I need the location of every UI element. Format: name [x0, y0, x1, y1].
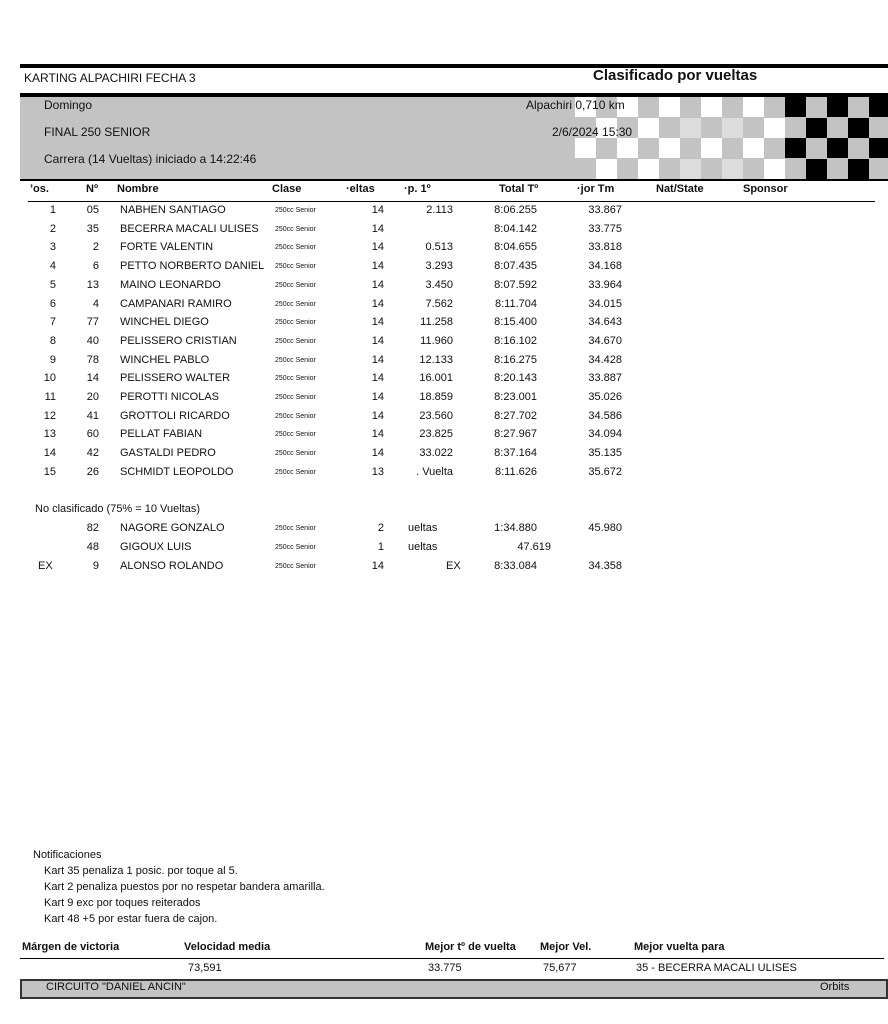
cell-diff: 23.825: [419, 428, 453, 441]
cell-pos: 3: [49, 241, 56, 254]
cell-diff: 12.133: [419, 353, 453, 366]
cell-total: 47.619: [517, 541, 551, 553]
table-row: [0, 223, 888, 241]
cell-best: 35.026: [588, 391, 622, 403]
cell-class: 250cc Senior: [275, 319, 316, 327]
cell-pos: 4: [49, 260, 56, 273]
cell-num: 2: [92, 241, 99, 254]
best-speed-label: Mejor Vel.: [540, 941, 592, 953]
cell-name: SCHMIDT LEOPOLDO: [120, 465, 234, 478]
cell-name: NABHEN SANTIAGO: [120, 204, 226, 216]
cell-num: 78: [86, 353, 99, 366]
table-row: [0, 560, 888, 578]
cell-name: PELISSERO CRISTIAN: [120, 334, 237, 347]
cell-num: 05: [86, 204, 99, 216]
cell-total: 8:11.626: [494, 465, 537, 478]
flag-square: [722, 118, 743, 138]
col-header-total: Total Tº: [499, 183, 539, 195]
cell-laps: 14: [371, 409, 384, 422]
notification-item: Kart 2 penaliza puestos por no respetar bandera amarilla.: [44, 881, 325, 893]
col-header-diff: ·p. 1º: [404, 183, 431, 195]
cell-class: 250cc Senior: [275, 281, 316, 289]
cell-class: 250cc Senior: [275, 394, 316, 401]
cell-laps: 14: [371, 204, 384, 216]
cell-diff: 18.859: [419, 391, 453, 403]
cell-laps: 14: [371, 428, 384, 441]
cell-num: 82: [86, 522, 99, 534]
flag-square: [659, 97, 680, 117]
flag-square: [701, 97, 722, 117]
cell-name: PETTO NORBERTO DANIEL: [120, 260, 265, 273]
cell-total: 8:04.655: [494, 241, 537, 254]
flag-square: [806, 118, 827, 138]
flag-square: [827, 97, 848, 117]
cell-best: 34.094: [588, 428, 622, 441]
col-header-nat: Nat/State: [656, 183, 704, 195]
table-row: [0, 372, 888, 390]
race-info-label: Carrera (14 Vueltas) iniciado a 14:22:46: [44, 152, 257, 166]
flag-square: [785, 97, 806, 117]
best-lap-value: 33.775: [428, 962, 462, 974]
cell-laps: 14: [371, 391, 384, 403]
cell-diff: 0.513: [425, 241, 453, 254]
flag-square: [764, 159, 785, 179]
cell-total: 8:07.592: [494, 278, 537, 291]
col-header-best: ·jor Tm: [577, 183, 615, 195]
notification-item: Kart 35 penaliza 1 posic. por toque al 5.: [44, 865, 238, 877]
cell-class: 250cc Senior: [275, 244, 316, 252]
flag-square: [785, 138, 806, 158]
cell-name: PEROTTI NICOLAS: [120, 391, 220, 403]
cell-laps: 14: [371, 222, 384, 235]
cell-laps: 14: [371, 297, 384, 310]
flag-square: [743, 138, 764, 158]
cell-diff: 2.113: [426, 204, 453, 216]
table-row: [0, 541, 888, 559]
cell-best: 33.867: [588, 204, 622, 216]
cell-num: 40: [86, 334, 99, 347]
cell-laps: 14: [371, 316, 384, 329]
cell-num: 48: [86, 541, 99, 553]
cell-pos: 14: [43, 447, 56, 460]
flag-square: [827, 138, 848, 158]
cell-total: 1:34.880: [494, 522, 537, 534]
flag-square: [848, 159, 869, 179]
cell-best: 34.358: [588, 560, 622, 572]
cell-name: CAMPANARI RAMIRO: [120, 297, 232, 310]
cell-class: 250cc Senior: [275, 563, 316, 570]
cell-diff: 3.450: [425, 278, 453, 291]
top-rule: [20, 64, 888, 68]
col-header-class: Clase: [272, 183, 302, 195]
cell-num: 60: [86, 428, 99, 441]
cell-total: 8:07.435: [494, 260, 537, 273]
not-classified-title: No clasificado (75% = 10 Vueltas): [35, 503, 200, 515]
cell-class: 250cc Senior: [275, 263, 316, 271]
cell-num: 35: [86, 222, 99, 235]
cell-best: 33.964: [588, 278, 622, 291]
table-row: [0, 447, 888, 465]
flag-square: [848, 118, 869, 138]
cell-diff: EX: [446, 560, 461, 572]
table-row: [0, 279, 888, 297]
cell-best: 35.135: [588, 447, 622, 460]
cell-best: 34.015: [588, 297, 622, 310]
cell-laps: 13: [371, 465, 384, 478]
cell-num: 26: [86, 465, 99, 478]
cell-class: 250cc Senior: [275, 431, 316, 439]
cell-diff: 33.022: [419, 447, 453, 460]
cell-pos: 1: [49, 204, 56, 216]
cell-class: 250cc Senior: [275, 225, 316, 233]
cell-laps: 14: [371, 353, 384, 366]
cell-num: 9: [92, 560, 99, 572]
flag-square: [743, 97, 764, 117]
cell-num: 13: [86, 278, 99, 291]
cell-name: PELISSERO WALTER: [120, 372, 231, 385]
cell-total: 8:16.102: [494, 334, 537, 347]
event-title: KARTING ALPACHIRI FECHA 3: [24, 71, 196, 85]
cell-best: 34.428: [588, 353, 622, 366]
cell-name: GIGOUX LUIS: [120, 541, 192, 553]
cell-laps: 14: [371, 560, 384, 572]
table-row: [0, 241, 888, 259]
flag-square: [869, 138, 888, 158]
cell-diff: ueltas: [408, 522, 438, 534]
cell-best: 33.775: [588, 222, 622, 235]
cell-laps: 14: [371, 278, 384, 291]
table-row: [0, 391, 888, 409]
cell-pos: 6: [49, 297, 56, 310]
cell-total: 8:16.275: [494, 353, 537, 366]
cell-pos: 2: [49, 222, 56, 235]
cell-num: 77: [86, 316, 99, 329]
cell-pos: 9: [49, 353, 56, 366]
cell-pos: 8: [49, 334, 56, 347]
datetime-label: 2/6/2024 15:30: [552, 125, 633, 139]
flag-square: [722, 159, 743, 179]
cell-best: 34.643: [588, 316, 622, 329]
avg-speed-label: Velocidad media: [184, 941, 271, 953]
flag-square: [680, 159, 701, 179]
cell-laps: 14: [371, 241, 384, 254]
cell-pos: 5: [49, 278, 56, 291]
cell-laps: 1: [377, 541, 384, 553]
cell-num: 4: [92, 297, 99, 310]
flag-square: [617, 138, 638, 158]
best-speed-value: 75,677: [543, 962, 577, 974]
cell-best: 45.980: [588, 522, 622, 534]
cell-best: 35.672: [588, 465, 622, 478]
col-header-laps: ·eltas: [346, 183, 375, 195]
cell-num: 6: [92, 260, 99, 273]
cell-name: ALONSO ROLANDO: [120, 560, 224, 572]
cell-name: MAINO LEONARDO: [120, 278, 221, 291]
cell-name: WINCHEL DIEGO: [120, 316, 209, 329]
cell-total: 8:15.400: [494, 316, 537, 329]
cell-pos: 13: [43, 428, 56, 441]
table-row: [0, 204, 888, 222]
session-label: FINAL 250 SENIOR: [44, 125, 151, 139]
cell-laps: 14: [371, 447, 384, 460]
cell-laps: 14: [371, 372, 384, 385]
cell-best: 34.670: [588, 334, 622, 347]
track-label: Alpachiri 0,710 km: [526, 98, 625, 112]
cell-best: 34.168: [588, 260, 622, 273]
header-underline: [28, 201, 875, 202]
cell-diff: 16.001: [419, 372, 453, 385]
table-row: [0, 354, 888, 372]
notification-item: Kart 9 exc por toques reiterados: [44, 897, 201, 909]
cell-diff: . Vuelta: [416, 465, 453, 478]
cell-diff: 3.293: [425, 260, 453, 273]
cell-total: 8:33.084: [494, 560, 537, 572]
band-rule: [20, 179, 888, 181]
cell-pos: 12: [43, 409, 56, 422]
col-header-sponsor: Sponsor: [743, 183, 788, 195]
col-header-name: Nombre: [117, 183, 159, 195]
cell-diff: 7.562: [425, 297, 453, 310]
best-lap-for-label: Mejor vuelta para: [634, 941, 725, 953]
flag-square: [638, 159, 659, 179]
cell-diff: ueltas: [408, 541, 438, 553]
margin-label: Márgen de victoria: [22, 941, 120, 953]
flag-square: [869, 97, 888, 117]
flag-square: [764, 118, 785, 138]
cell-pos: EX: [38, 560, 53, 572]
table-row: [0, 316, 888, 334]
cell-name: FORTE VALENTIN: [120, 241, 214, 254]
col-header-pos: ’os.: [30, 183, 49, 195]
cell-name: NAGORE GONZALO: [120, 522, 225, 534]
cell-class: 250cc Senior: [275, 525, 316, 532]
flag-square: [680, 118, 701, 138]
table-row: [0, 298, 888, 316]
table-row: [0, 410, 888, 428]
table-row: [0, 428, 888, 446]
cell-diff: 23.560: [419, 409, 453, 422]
cell-class: 250cc Senior: [275, 300, 316, 308]
circuit-name: CIRCUITO "DANIEL ANCIN": [46, 981, 186, 993]
cell-total: 8:06.255: [494, 204, 537, 216]
table-row: [0, 335, 888, 353]
cell-best: 34.586: [588, 409, 622, 422]
col-header-num: Nº: [86, 183, 98, 195]
cell-class: 250cc Senior: [275, 375, 316, 383]
cell-total: 8:23.001: [494, 391, 537, 403]
cell-num: 20: [86, 391, 99, 403]
cell-class: 250cc Senior: [275, 450, 316, 458]
cell-total: 8:37.164: [494, 447, 537, 460]
cell-best: 33.887: [588, 372, 622, 385]
cell-pos: 11: [44, 391, 56, 403]
flag-square: [659, 138, 680, 158]
flag-square: [596, 159, 617, 179]
notifications-title: Notificaciones: [33, 849, 102, 861]
cell-total: 8:11.704: [494, 297, 537, 310]
cell-num: 14: [86, 372, 99, 385]
cell-name: GROTTOLI RICARDO: [120, 409, 230, 422]
cell-name: PELLAT FABIAN: [120, 428, 203, 441]
cell-class: 250cc Senior: [275, 412, 316, 420]
cell-name: WINCHEL PABLO: [120, 353, 210, 366]
cell-diff: 11.960: [420, 334, 453, 347]
cell-laps: 2: [377, 522, 384, 534]
cell-class: 250cc Senior: [275, 337, 316, 345]
summary-rule: [20, 958, 884, 959]
cell-pos: 7: [49, 316, 56, 329]
cell-best: 33.818: [588, 241, 622, 254]
software-label: Orbits: [820, 981, 850, 993]
cell-num: 41: [86, 409, 99, 422]
cell-total: 8:27.702: [494, 409, 537, 422]
best-lap-label: Mejor tº de vuelta: [425, 941, 516, 953]
table-row: [0, 522, 888, 540]
flag-square: [806, 159, 827, 179]
cell-class: 250cc Senior: [275, 207, 316, 214]
cell-laps: 14: [371, 260, 384, 273]
cell-pos: 15: [43, 465, 56, 478]
cell-laps: 14: [371, 334, 384, 347]
cell-name: GASTALDI PEDRO: [120, 447, 216, 460]
cell-num: 42: [86, 447, 99, 460]
cell-class: 250cc Senior: [275, 356, 316, 364]
table-row: [0, 260, 888, 278]
day-label: Domingo: [44, 98, 93, 112]
flag-square: [575, 138, 596, 158]
cell-class: 250cc Senior: [275, 468, 316, 476]
cell-diff: 11.258: [420, 316, 453, 329]
best-lap-for-value: 35 - BECERRA MACALI ULISES: [636, 962, 797, 974]
table-row: [0, 466, 888, 484]
cell-total: 8:04.142: [494, 222, 537, 235]
notification-item: Kart 48 +5 por estar fuera de cajon.: [44, 913, 218, 925]
cell-total: 8:20.143: [494, 372, 537, 385]
avg-speed-value: 73,591: [188, 962, 222, 974]
flag-square: [701, 138, 722, 158]
flag-square: [638, 118, 659, 138]
cell-pos: 10: [43, 372, 56, 385]
cell-name: BECERRA MACALI ULISES: [120, 222, 259, 235]
cell-total: 8:27.967: [494, 428, 537, 441]
cell-class: 250cc Senior: [275, 544, 316, 551]
report-title: Clasificado por vueltas: [593, 67, 758, 84]
